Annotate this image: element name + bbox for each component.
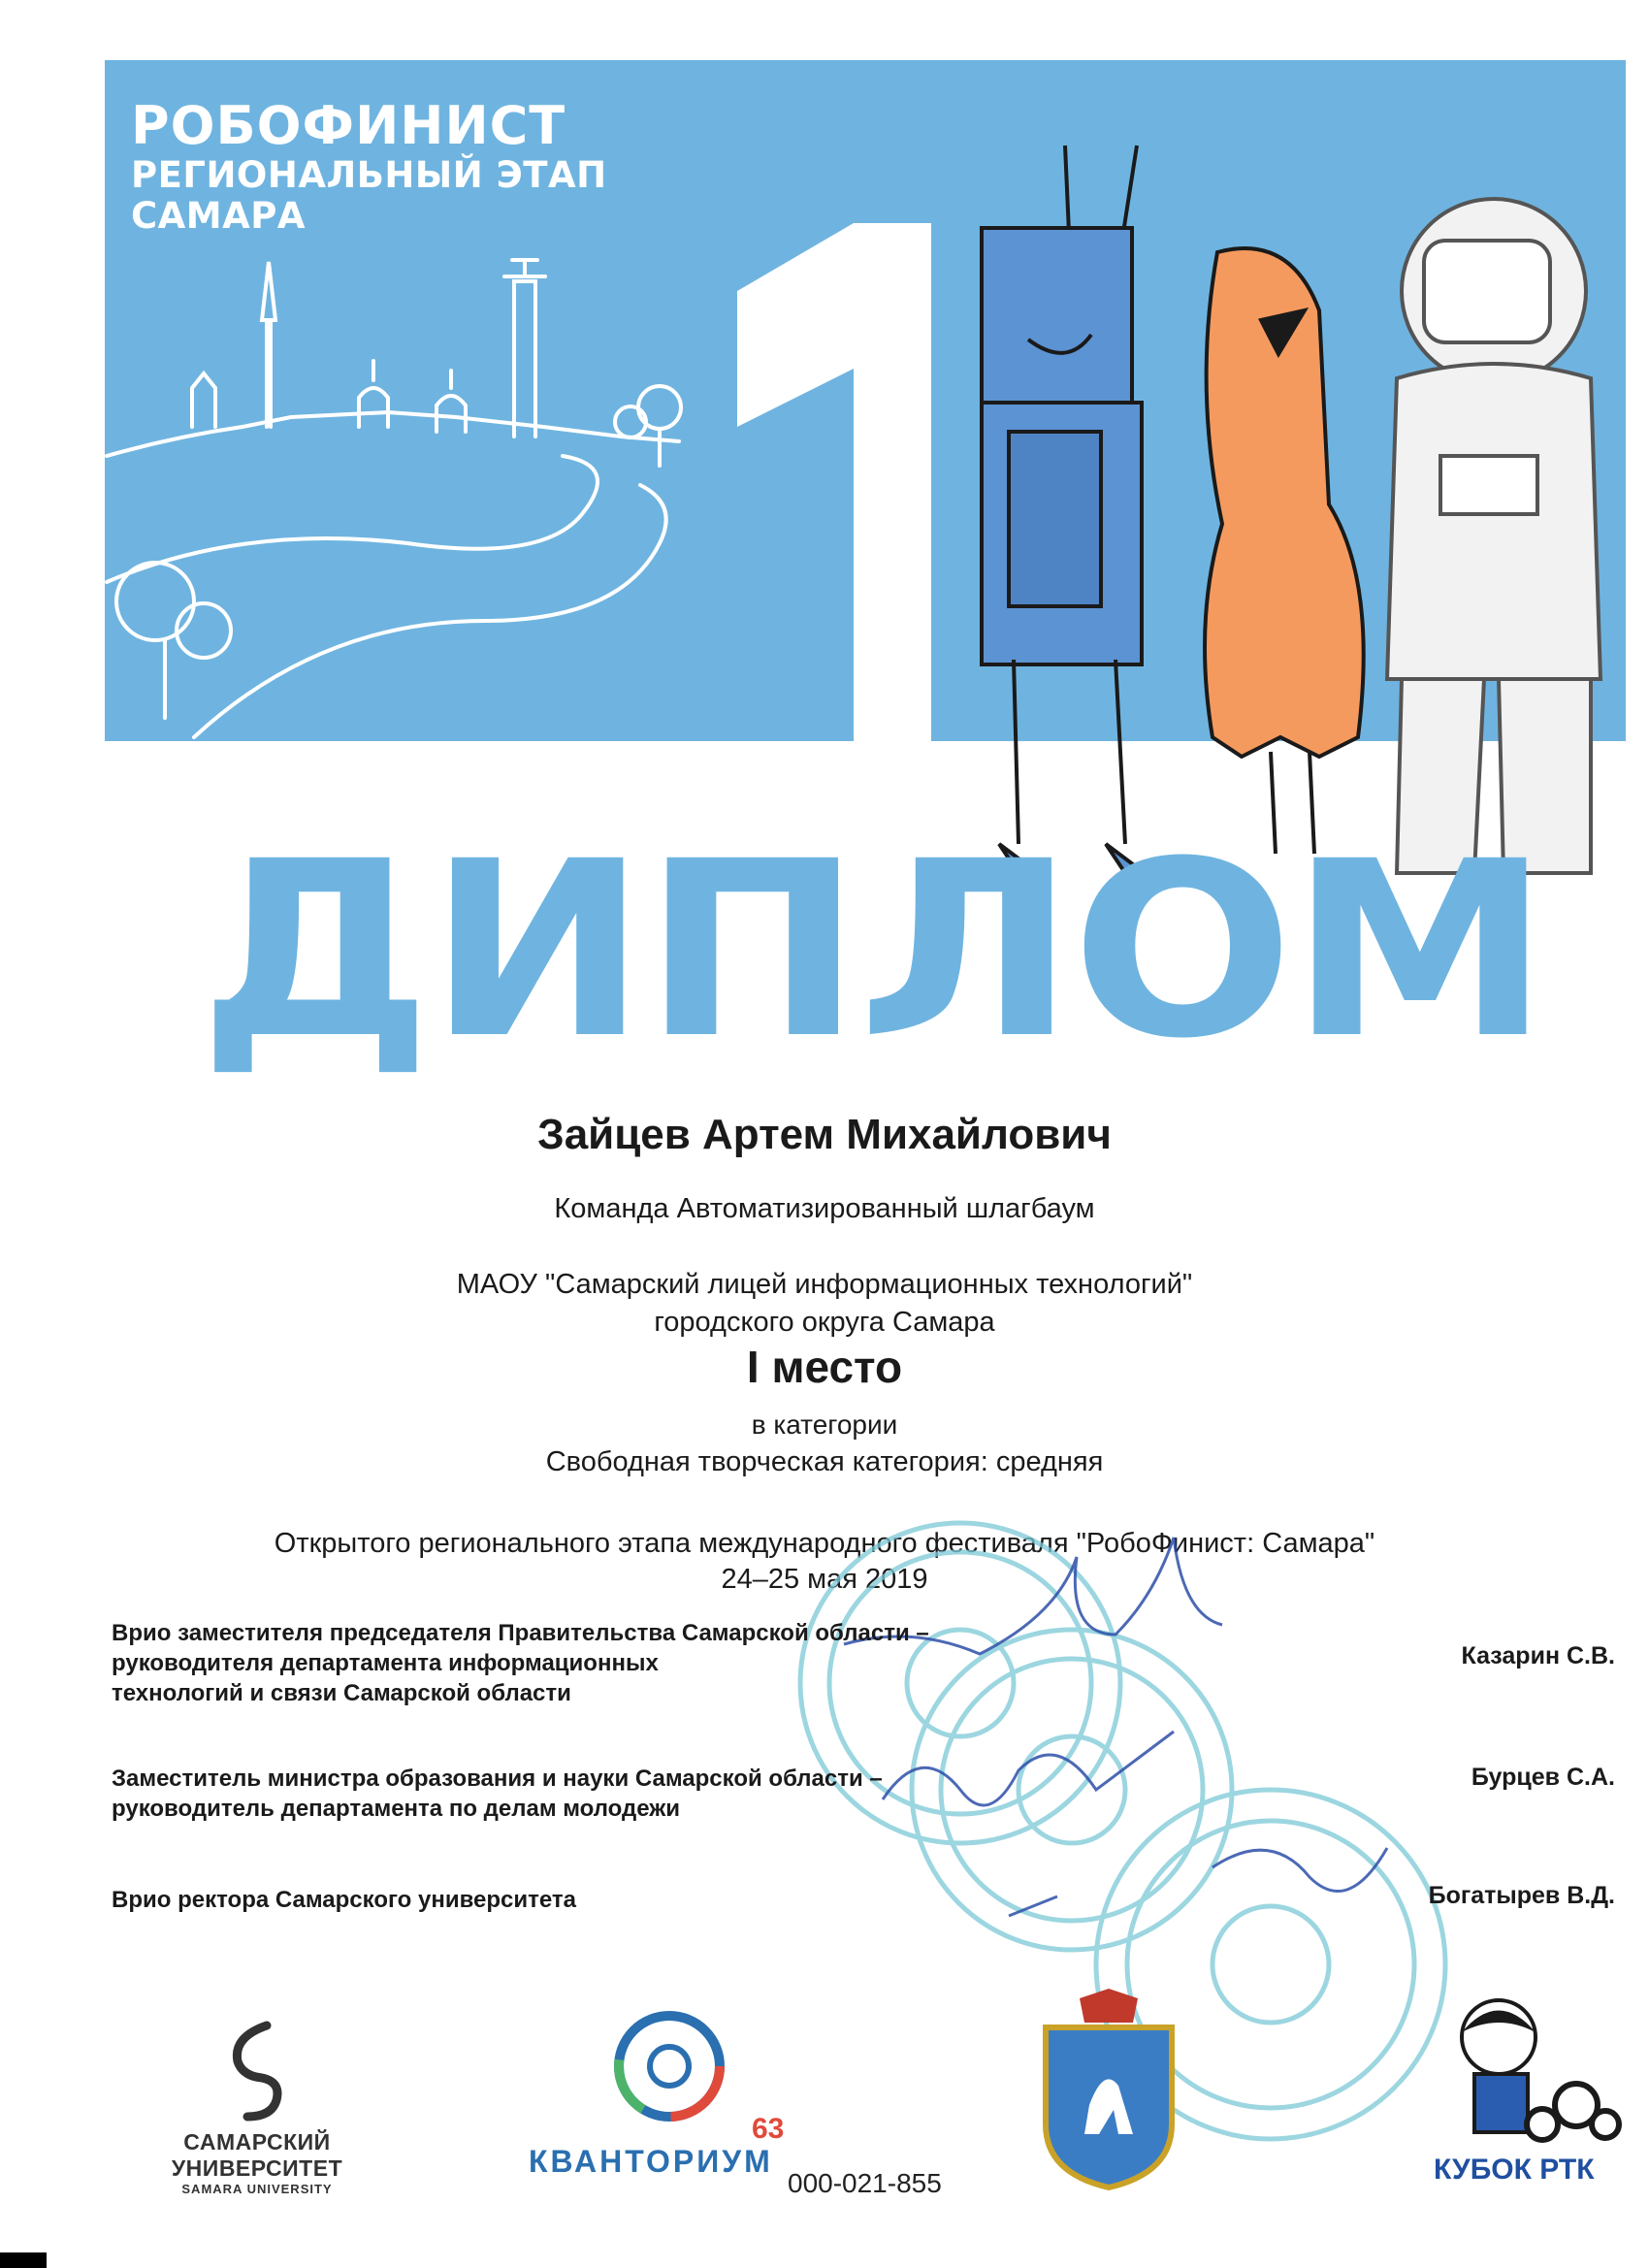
robot-character	[982, 146, 1145, 873]
brand-city: САМАРА	[131, 194, 306, 237]
signatory-name: Бурцев С.А.	[1471, 1764, 1615, 1791]
scan-corner-mark	[0, 2252, 47, 2268]
bird-character	[1205, 248, 1364, 854]
university-name-ru: САМАРСКИЙ УНИВЕРСИТЕТ	[171, 2129, 343, 2181]
university-name-en: SAMARA UNIVERSITY	[181, 2182, 333, 2196]
city-skyline-illustration	[107, 260, 681, 737]
rtk-cup-logo-text: КУБОК РТК	[1434, 2154, 1595, 2186]
event-name: Открытого регионального этапа международного фестиваля "РобоФинист: Самара"	[274, 1528, 1375, 1559]
signatory-name: Богатырев В.Д.	[1428, 1882, 1615, 1909]
signatory-title: Врио заместителя председателя Правительства Самарской области – руководителя департамента информационных технологий и связи Самарской области	[112, 1620, 929, 1707]
category-intro: в категории	[751, 1409, 898, 1440]
team-name: Команда Автоматизированный шлагбаум	[554, 1193, 1095, 1224]
award-place: I место	[746, 1342, 903, 1392]
samara-university-logo	[97, 2018, 417, 2196]
coat-of-arms-icon	[1026, 1989, 1191, 2192]
signatory-title: Врио ректора Самарского университета	[112, 1887, 577, 1913]
university-emblem-icon	[223, 2018, 291, 2124]
kvantorium-emblem-icon	[524, 1998, 834, 2144]
signatory-name: Казарин С.В.	[1461, 1642, 1615, 1669]
kvantorium-logo-text: КВАНТОРИУМ	[529, 2144, 773, 2179]
school-district: городского округа Самара	[654, 1307, 995, 1338]
place-digit-one	[737, 223, 931, 854]
signatory-title: Заместитель министра образования и науки Самарской области – руководитель департамента по делам молодежи	[112, 1766, 883, 1823]
document-type-heading: ДИПЛОМ	[199, 809, 1546, 1091]
brand-subtitle: РЕГИОНАЛЬНЫЙ ЭТАП	[131, 154, 607, 197]
astronaut-character	[1387, 199, 1600, 873]
brand-title: РОБОФИНИСТ	[131, 95, 566, 156]
school-name: МАОУ "Самарский лицей информационных технологий"	[456, 1269, 1193, 1300]
event-dates: 24–25 мая 2019	[721, 1564, 928, 1595]
category-name: Свободная творческая категория: средняя	[545, 1446, 1104, 1477]
recipient-name: Зайцев Артем Михайлович	[537, 1111, 1112, 1158]
serial-number: 000-021-855	[788, 2168, 942, 2198]
kvantorium-number: 63	[752, 2113, 785, 2145]
